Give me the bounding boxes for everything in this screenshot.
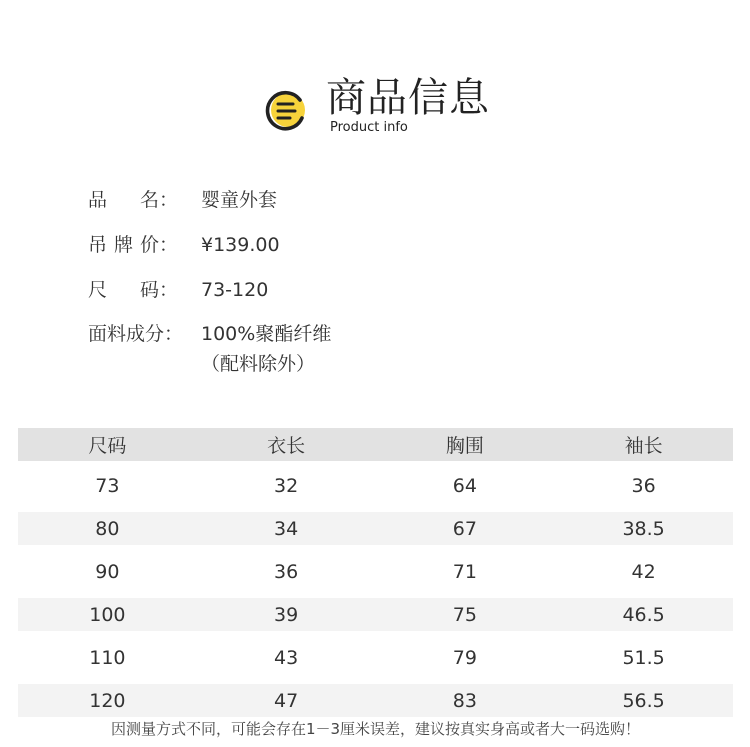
table-cell: 64	[452, 474, 477, 497]
table-header-cell: 袖长	[624, 435, 663, 457]
table-cell: 43	[274, 646, 299, 669]
table-row	[18, 598, 733, 631]
table-cell: 51.5	[622, 646, 665, 669]
info-value: 100%聚酯纤维	[201, 323, 332, 345]
info-label-char: 吊	[88, 234, 108, 256]
table-cell: 36	[274, 560, 299, 583]
info-label-char: 价：	[139, 234, 178, 256]
page-subtitle: Product info	[330, 120, 408, 135]
table-cell: 56.5	[622, 689, 665, 712]
size-table	[18, 428, 733, 727]
table-cell: 38.5	[622, 517, 665, 540]
table-cell: 120	[89, 689, 126, 712]
info-label	[88, 233, 178, 257]
table-cell: 75	[452, 603, 477, 626]
table-cell: 36	[631, 474, 656, 497]
table-cell: 71	[452, 560, 477, 583]
page-title: 商品信息	[326, 75, 490, 121]
info-label	[88, 278, 178, 302]
table-cell: 39	[274, 603, 299, 626]
info-label-char: 名：	[139, 189, 178, 211]
table-cell: 34	[274, 517, 299, 540]
info-label-char: 品	[88, 189, 108, 211]
table-row	[18, 684, 733, 717]
measurement-note: 因测量方式不同，可能会存在1－3厘米误差，建议按真实身高或者大一码选购！	[110, 720, 641, 738]
section-header	[262, 72, 562, 142]
info-value: ¥139.00	[201, 234, 280, 256]
table-cell: 100	[89, 603, 126, 626]
table-row	[18, 512, 733, 545]
table-row	[18, 641, 733, 674]
table-row	[18, 469, 733, 502]
table-cell: 47	[274, 689, 299, 712]
info-value: 婴童外套	[201, 189, 278, 211]
table-cell: 79	[452, 646, 477, 669]
info-value-note: （配料除外）	[201, 353, 316, 375]
table-header-row	[18, 428, 733, 461]
table-cell: 46.5	[622, 603, 665, 626]
info-label-char: 码：	[139, 279, 178, 301]
info-label-char: 尺	[88, 279, 108, 301]
table-row	[18, 555, 733, 588]
table-header-cell: 胸围	[445, 435, 484, 457]
table-cell: 80	[95, 517, 120, 540]
table-cell: 90	[95, 560, 120, 583]
table-header-cell: 衣长	[267, 435, 306, 457]
document-lines-icon	[262, 86, 310, 134]
table-cell: 83	[452, 689, 477, 712]
info-value: 73-120	[201, 279, 269, 301]
table-cell: 67	[452, 517, 477, 540]
table-cell: 73	[95, 474, 120, 497]
info-label	[88, 322, 188, 346]
info-label-char: 牌	[113, 234, 133, 256]
table-cell: 110	[89, 646, 126, 669]
info-label	[88, 188, 178, 212]
table-cell: 42	[631, 560, 656, 583]
info-label-char: 面料成分：	[88, 323, 184, 345]
table-header-cell: 尺码	[88, 435, 127, 457]
table-cell: 32	[274, 474, 299, 497]
